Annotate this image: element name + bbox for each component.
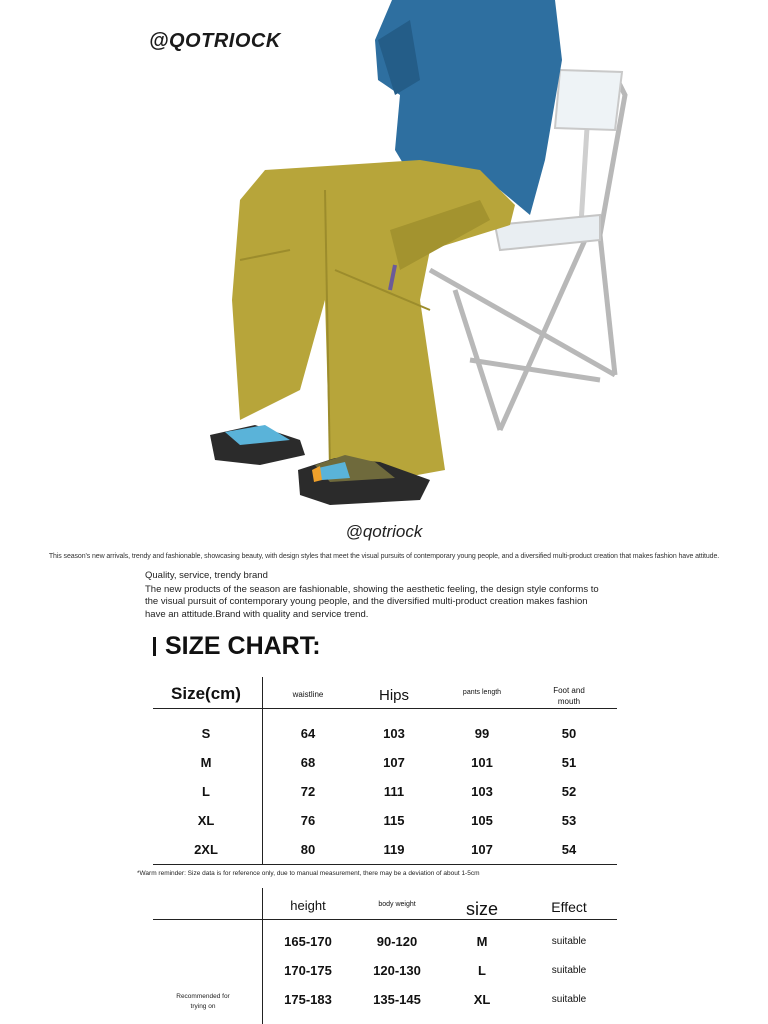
- col-header-size: Size(cm): [171, 684, 241, 703]
- brand-watermark: @QOTRIOCK: [149, 30, 281, 52]
- intro-body: The new products of the season are fashionable, showing the aesthetic feeling, the design style conforms to the visual pursuit of contemporary young people, and the diversified multi-product creation makes fashion have an attitude.Brand with quality and service trend.: [145, 583, 599, 620]
- size-chart-title: SIZE CHART:: [165, 632, 321, 660]
- cell-waistline: 80: [300, 842, 316, 857]
- brand-intro: [145, 570, 605, 621]
- cell-body-weight: 135-145: [373, 992, 421, 1007]
- table-divider: [262, 677, 263, 864]
- cell-hips: 111: [383, 784, 405, 799]
- header-rule: [153, 919, 617, 920]
- cell-size: 2XL: [194, 842, 218, 857]
- cell-foot-mouth: 51: [561, 755, 577, 770]
- cell-waistline: 68: [300, 755, 316, 770]
- cell-size: XL: [473, 992, 491, 1007]
- col-header-size: size: [465, 899, 499, 919]
- cell-pants-length: 103: [471, 784, 493, 799]
- cell-size: S: [201, 726, 211, 741]
- cell-hips: 103: [383, 726, 405, 741]
- col-header-waistline: waistline: [292, 690, 324, 699]
- warm-reminder: *Warm reminder: Size data is for reference only, due to manual measurement, there may be a deviation of about 1-5cm: [137, 870, 480, 877]
- cell-foot-mouth: 50: [561, 726, 577, 741]
- cell-size: L: [202, 784, 210, 799]
- recommended-label: Recommended for trying on: [176, 993, 230, 1010]
- tagline: This season's new arrivals, trendy and fashionable, showcasing beauty, with design styles that meet the visual pursuits of contemporary young people, and a diversified multi-product creation that makes fashion have attitude.: [48, 553, 720, 560]
- cell-size: M: [476, 934, 488, 949]
- cell-waistline: 64: [300, 726, 316, 741]
- brand-handle: @qotriock: [345, 522, 423, 541]
- cell-height: 175-183: [284, 992, 332, 1007]
- cell-hips: 107: [383, 755, 405, 770]
- col-header-height: height: [290, 898, 326, 913]
- cell-hips: 119: [383, 842, 405, 857]
- cell-hips: 115: [383, 813, 405, 828]
- col-header-body-weight: body weight: [378, 901, 416, 908]
- cell-pants-length: 99: [474, 726, 490, 741]
- cell-effect: suitable: [551, 994, 587, 1005]
- table-divider: [262, 888, 263, 1024]
- cell-effect: suitable: [551, 936, 587, 947]
- cell-waistline: 76: [300, 813, 316, 828]
- cell-body-weight: 120-130: [373, 963, 421, 978]
- intro-lead: Quality, service, trendy brand: [145, 570, 268, 581]
- col-header-foot-mouth: Foot and mouth: [553, 686, 585, 706]
- size-table: [153, 677, 617, 867]
- heading-bar: [153, 637, 156, 656]
- cell-size: M: [200, 755, 212, 770]
- cell-size: L: [478, 963, 486, 978]
- cell-size: XL: [197, 813, 215, 828]
- col-header-effect: Effect: [551, 899, 587, 915]
- cell-pants-length: 105: [471, 813, 493, 828]
- cell-height: 165-170: [284, 934, 332, 949]
- cell-body-weight: 90-120: [376, 934, 418, 949]
- cell-foot-mouth: 54: [561, 842, 577, 857]
- size-chart-heading: [153, 632, 321, 661]
- col-header-pants-length: pants length: [462, 689, 502, 696]
- cell-foot-mouth: 53: [561, 813, 577, 828]
- cell-pants-length: 107: [471, 842, 493, 857]
- cell-pants-length: 101: [471, 755, 493, 770]
- cell-foot-mouth: 52: [561, 784, 577, 799]
- header-rule: [153, 708, 617, 709]
- cell-waistline: 72: [300, 784, 316, 799]
- cell-effect: suitable: [551, 965, 587, 976]
- cell-height: 170-175: [284, 963, 332, 978]
- footer-rule: [153, 864, 617, 865]
- col-header-hips: Hips: [378, 687, 410, 704]
